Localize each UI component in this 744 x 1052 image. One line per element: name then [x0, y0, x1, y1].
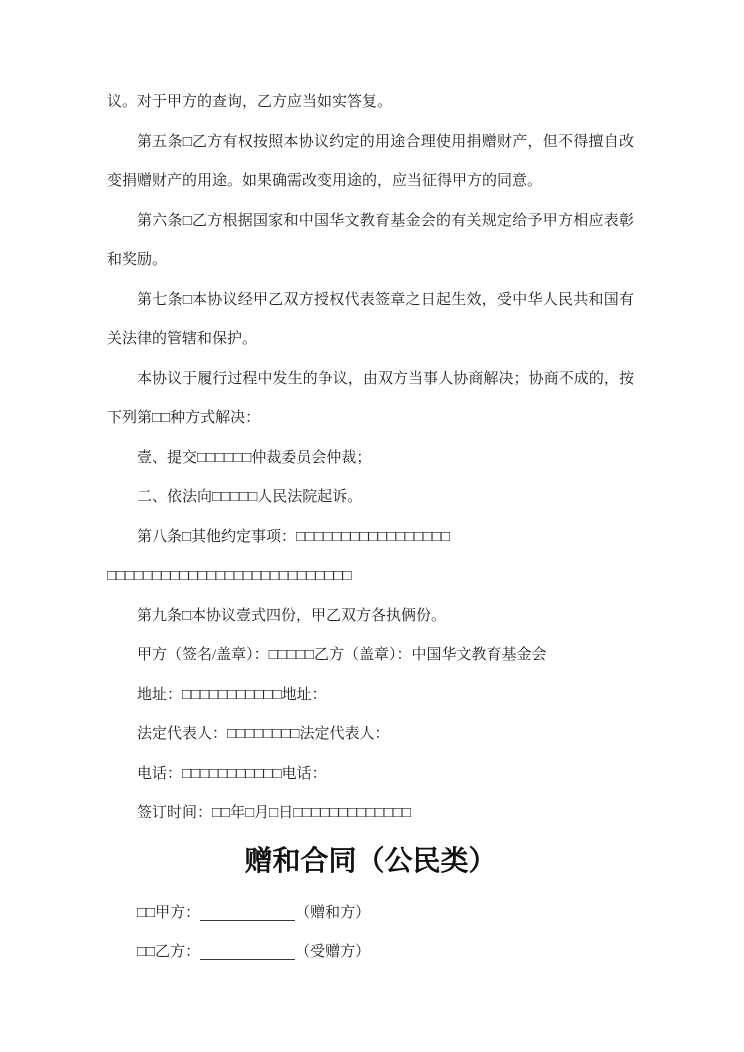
court-option-line: 二、依法向□□□□□人民法院起诉。 [137, 489, 363, 505]
party-b-blank-field [200, 943, 295, 960]
signing-date-line: 签订时间：□□年□月□日□□□□□□□□□□□□□ [137, 805, 412, 821]
party-a-role: （赠和方） [295, 904, 371, 921]
party-a-blank-field [200, 904, 295, 921]
dispute-paragraph: 本协议于履行过程中发生的争议，由双方当事人协商解决；协商不成的，按下列第□□种方式解决： [107, 370, 634, 426]
clause-7-paragraph: 第七条□本协议经甲乙双方授权代表签章之日起生效，受中华人民共和国有关法律的管辖和保护。 [107, 291, 634, 347]
address-line: 地址：□□□□□□□□□□□地址： [137, 686, 327, 703]
arbitration-option-line: 壹、提交□□□□□□仲裁委员会仲裁； [137, 449, 372, 466]
document-body [107, 83, 634, 973]
clause-8-line: 第八条□其他约定事项：□□□□□□□□□□□□□□□□□ [137, 528, 451, 545]
clause-5-paragraph: 第五条□乙方有权按照本协议约定的用途合理使用捐赠财产，但不得擅自改变捐赠财产的用途。如果确需改变用途的，应当征得甲方的同意。 [107, 133, 634, 189]
clause-8-blank-boxes-line: □□□□□□□□□□□□□□□□□□□□□□□□□□□ [107, 568, 352, 584]
party-a-line [107, 894, 634, 934]
contract-title: 赠和合同（公民类） [244, 845, 497, 877]
continuation-line: 议。对于甲方的查询，乙方应当如实答复。 [107, 94, 393, 110]
signature-parties-line: 甲方（签名/盖章）：□□□□□乙方（盖章）：中国华文教育基金会 [137, 647, 547, 663]
clause-9-line: 第九条□本协议壹式四份，甲乙双方各执俩份。 [137, 607, 447, 624]
party-b-label: □□乙方： [137, 944, 201, 960]
phone-line: 电话：□□□□□□□□□□□电话： [137, 765, 327, 782]
legal-representative-line: 法定代表人：□□□□□□□□法定代表人： [137, 726, 390, 742]
party-b-line [107, 933, 634, 973]
clause-6-paragraph: 第六条□乙方根据国家和中国华文教育基金会的有关规定给予甲方相应表彰和奖励。 [107, 212, 634, 268]
party-a-label: □□甲方： [137, 904, 201, 921]
party-b-role: （受赠方） [295, 944, 371, 960]
